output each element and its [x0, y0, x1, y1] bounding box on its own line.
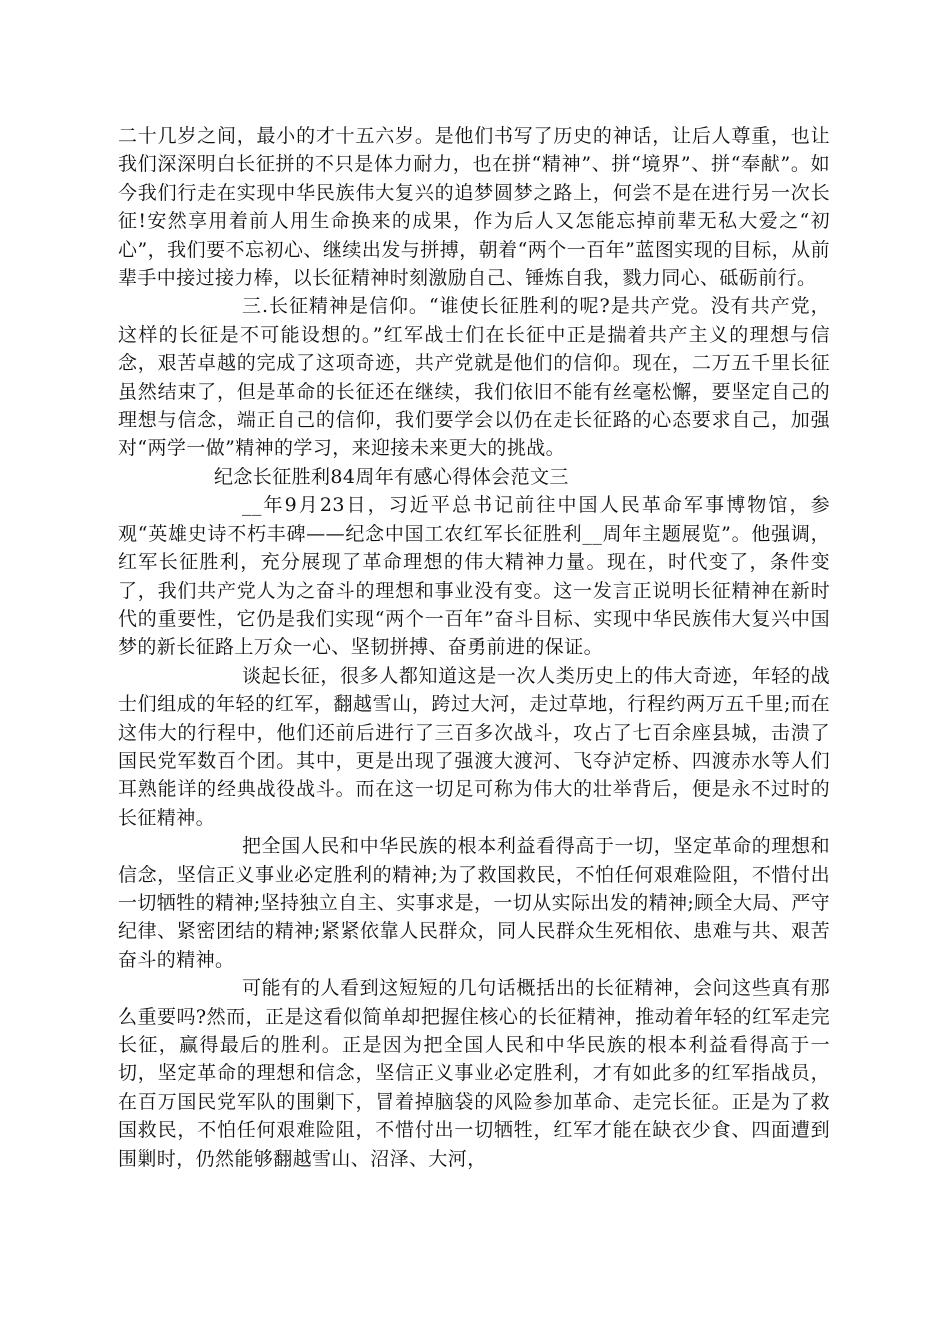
paragraph-3: __年9月23日，习近平总书记前往中国人民革命军事博物馆，参观“英雄史诗不朽丰碑——纪念中国工农红军长征胜利__周年主题展览”。他强调，红军长征胜利，充分展现了革命理想的伟大精神力量。现在，时代变了，条件变了，我们共产党人为之奋斗的理想和事业没有变。这一发言正说明长征精神在新时代的重要性，它仍是我们实现“两个一百年”奋斗目标、实现中华民族伟大复兴中国梦的新长征路上万众一心、坚韧拼搏、奋勇前进的保证。 — [118, 494, 830, 659]
section-heading: 纪念长征胜利84周年有感心得体会范文三 — [214, 465, 569, 488]
paragraph-5: 把全国人民和中华民族的根本利益看得高于一切，坚定革命的理想和信念，坚信正义事业必定胜利的精神;为了救国救民，不怕任何艰难险阻，不惜付出一切牺牲的精神;坚持独立自主、实事求是，一切从实际出发的精神;顾全大局、严守纪律、紧密团结的精神;紧紧依靠人民群众，同人民群众生死相依、患难与共、艰苦奋斗的精神。 — [118, 835, 831, 971]
paragraph-1: 二十几岁之间，最小的才十五六岁。是他们书写了历史的神话，让后人尊重，也让我们深深明白长征拼的不只是体力耐力，也在拼“精神”、拼“境界”、拼“奉献”。如今我们行走在实现中华民族伟大复兴的追梦圆梦之路上，何尝不是在进行另一次长征!安然享用着前人用生命换来的成果，作为后人又怎能忘掉前辈无私大爱之“初心”，我们要不忘初心、继续出发与拼搏，朝着“两个一百年”蓝图实现的目标，从前辈手中接过接力棒，以长征精神时刻激励自己、锤炼自我，戮力同心、砥砺前行。 — [118, 125, 830, 290]
paragraph-2: 三.长征精神是信仰。“谁使长征胜利的呢?是共产党。没有共产党，这样的长征是不可能设想的。”红军战士们在长征中正是揣着共产主义的理想与信念，艰苦卓越的完成了这项奇迹，共产党就是他们的信仰。现在，二万五千里长征虽然结束了，但是革命的长征还在继续，我们依旧不能有丝毫松懈，要坚定自己的理想与信念，端正自己的信仰，我们要学会以仍在走长征路的心态要求自己，加强对“两学一做”精神的学习，来迎接未来更大的挑战。 — [118, 295, 830, 460]
paragraph-4: 谈起长征，很多人都知道这是一次人类历史上的伟大奇迹，年轻的战士们组成的年轻的红军，翻越雪山，跨过大河，走过草地，行程约两万五千里;而在这伟大的行程中，他们还前后进行了三百多次战斗，攻占了七百余座县城，击溃了国民党军数百个团。其中，更是出现了强渡大渡河、飞夺泸定桥、四渡赤水等人们耳熟能详的经典战役战斗。而在这一切足可称为伟大的壮举背后，便是永不过时的长征精神。 — [118, 664, 830, 829]
paragraph-6: 可能有的人看到这短短的几句话概括出的长征精神，会问这些真有那么重要吗?然而，正是这看似简单却把握住核心的长征精神，推动着年轻的红军走完长征，赢得最后的胜利。正是因为把全国人民和中华民族的根本利益看得高于一切，坚定革命的理想和信念，坚信正义事业必定胜利，才有如此多的红军指战员，在百万国民党军队的围剿下，冒着掉脑袋的风险参加革命、走完长征。正是为了救国救民，不怕任何艰难险阻，不惜付出一切牺牲，红军才能在缺衣少食、四面遭到围剿时，仍然能够翻越雪山、沼泽、大河， — [118, 977, 830, 1170]
document-body — [118, 122, 830, 1173]
